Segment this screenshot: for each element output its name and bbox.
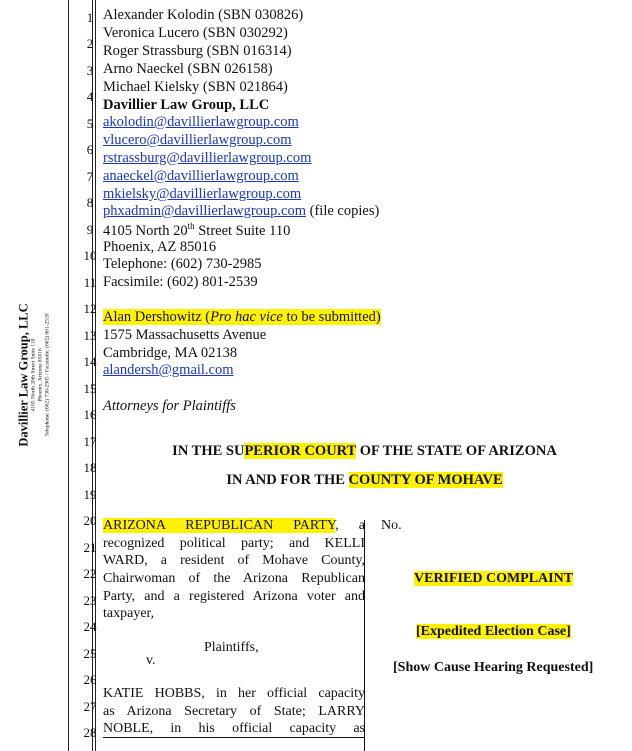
attorney-name: Roger Strassburg (SBN 016314) [103, 43, 292, 59]
expedited-text: [Expedited Election Case] [416, 624, 571, 639]
line-number: 28 [83, 725, 97, 740]
street-text: Street Suite 110 [194, 222, 291, 239]
sidebar-city: Phoenix, Arizona 85016 [37, 348, 44, 402]
email-line [103, 203, 379, 220]
caption-line: as Arizona Secretary of State; LARRY [103, 704, 365, 719]
facsimile-line: Facsimile: (602) 801-2539 [103, 274, 258, 290]
caption-line: Party, and a registered Arizona voter and [103, 589, 365, 604]
line-number: 9 [86, 222, 94, 237]
court-heading-1 [103, 443, 626, 460]
street-sup: th [187, 221, 195, 231]
sidebar-phones: Telephone: (602) 730-2985 / Facsimile: (602) 801-2539 [44, 313, 51, 437]
caption-line: WARD, a resident of Mohave County, [103, 553, 365, 568]
dershowitz-city: Cambridge, MA 02138 [103, 345, 238, 361]
line-number: 15 [83, 381, 97, 396]
court-text-highlighted: COUNTY OF MOHAVE [348, 472, 503, 488]
court-text: OF THE STATE OF ARIZONA [356, 443, 557, 459]
line-number: 21 [83, 540, 97, 555]
caption-line [103, 518, 365, 534]
line-number: 16 [83, 407, 97, 422]
caption-line: recognized political party; and KELLI [103, 536, 365, 551]
line-number: 12 [83, 301, 97, 316]
caption-text: , a [335, 518, 365, 533]
line-number: 7 [86, 169, 94, 184]
email-link[interactable]: rstrassburg@davillierlawgroup.com [103, 150, 312, 166]
caption-line: NOBLE, in his official capacity as [103, 721, 365, 736]
attorney-name: Veronica Lucero (SBN 030292) [103, 25, 288, 41]
dershowitz-line [103, 309, 381, 326]
city-line: Phoenix, AZ 85016 [103, 239, 217, 255]
caption-line: KATIE HOBBS, in her official capacity [103, 686, 365, 701]
line-number: 27 [83, 699, 97, 714]
dershowitz-street: 1575 Massachusetts Avenue [103, 327, 267, 343]
margin-line-left [68, 0, 69, 751]
court-text: IN THE SU [172, 443, 245, 459]
line-number: 4 [86, 89, 94, 104]
line-number: 10 [83, 248, 97, 263]
line-number: 18 [83, 460, 97, 475]
line-number: 14 [83, 354, 97, 369]
street-address [103, 221, 290, 240]
expedited-label [416, 624, 571, 640]
dershowitz-name: Alan Dershowitz ( [103, 309, 211, 325]
court-text-highlighted: PERIOR COURT [244, 443, 357, 459]
line-number: 26 [83, 672, 97, 687]
email-link[interactable]: anaeckel@davillierlawgroup.com [103, 168, 299, 184]
document-title-text: VERIFIED COMPLAINT [414, 571, 574, 586]
sidebar [0, 0, 68, 751]
line-number: 1 [86, 10, 94, 25]
email-link[interactable]: alandersh@gmail.com [103, 362, 234, 378]
email-link[interactable]: akolodin@davillierlawgroup.com [103, 114, 299, 130]
email-link[interactable]: mkielsky@davillierlawgroup.com [103, 186, 302, 202]
email-link[interactable]: phxadmin@davillierlawgroup.com [103, 203, 307, 219]
firm-name: Davillier Law Group, LLC [103, 97, 270, 113]
sidebar-address: 4105 North 20th Street Suite 110 [30, 338, 37, 412]
party-name-highlighted: ARIZONA REPUBLICAN PARTY [103, 518, 336, 533]
line-number: 23 [83, 593, 97, 608]
versus-label: v. [146, 653, 156, 668]
caption-divider [364, 520, 365, 751]
sidebar-firm-name: Davillier Law Group, LLC [16, 303, 31, 447]
line-number: 8 [86, 195, 94, 210]
caption-line: taxpayer, [103, 606, 155, 621]
line-number: 22 [83, 566, 97, 581]
attorneys-for: Attorneys for Plaintiffs [103, 398, 236, 414]
attorney-name: Alexander Kolodin (SBN 030826) [103, 7, 304, 23]
pro-hac-vice: Pro hac vice [210, 309, 283, 325]
attorney-name: Arno Naeckel (SBN 026158) [103, 61, 273, 77]
dershowitz-rest: to be submitted) [282, 309, 381, 325]
file-copies-note: (file copies) [306, 203, 380, 219]
line-number: 20 [83, 513, 97, 528]
plaintiffs-label: Plaintiffs, [204, 640, 259, 655]
attorney-name: Michael Kielsky (SBN 021864) [103, 79, 288, 95]
line-number: 13 [83, 328, 97, 343]
caption-line: Chairwoman of the Arizona Republican [103, 571, 365, 586]
email-link[interactable]: vlucero@davillierlawgroup.com [103, 132, 292, 148]
telephone-line: Telephone: (602) 730-2985 [103, 256, 262, 272]
line-number: 3 [86, 63, 94, 78]
highlight [103, 309, 381, 325]
line-number: 11 [83, 275, 97, 290]
caption-bottom-line [103, 737, 364, 738]
line-number: 2 [86, 36, 94, 51]
court-text: IN AND FOR THE [226, 472, 349, 488]
line-number: 5 [86, 116, 94, 131]
court-heading-2 [103, 472, 626, 489]
margin-line-2 [95, 0, 96, 751]
document-title [414, 571, 573, 587]
line-number: 19 [83, 487, 97, 502]
street-text: 4105 North 20 [103, 222, 188, 239]
line-number: 6 [86, 142, 94, 157]
line-number: 25 [83, 646, 97, 661]
line-number: 17 [83, 434, 97, 449]
sidebar-firm-block [17, 303, 52, 446]
case-number-label: No. [381, 518, 402, 533]
line-number: 24 [83, 619, 97, 634]
show-cause-label: [Show Cause Hearing Requested] [393, 660, 594, 675]
margin-line-1 [92, 0, 93, 751]
